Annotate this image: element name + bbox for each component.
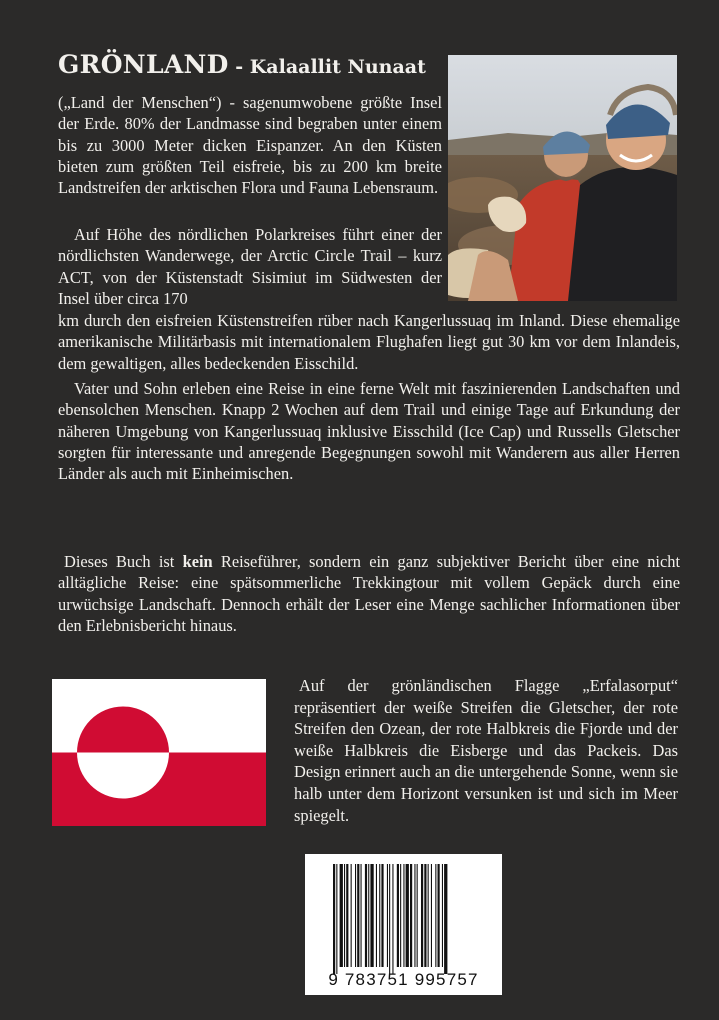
barcode-bar [424,864,426,967]
intro-paragraph: („Land der Menschen“) - sagenumwobene größte Insel der Erde. 80% der Landmasse sind begraben unter einem bis zu 3000 Meter dicken Eispanzer. An den Küsten bieten zum größten Teil eisfreie, bis zu 200 km breite Landstreifen der arktischen Flora und Fauna Lebensraum. [58,93,442,198]
isbn-number: 9 783751 995757 [328,970,479,989]
barcode-bar [333,864,335,974]
barcode-bar [403,864,404,967]
barcode-bar [410,864,412,967]
barcode-bar [379,864,380,967]
disclaimer-paragraph [58,551,680,636]
barcode-bar [387,864,388,967]
barcode-bar [400,864,401,967]
barcode-bar [376,864,377,967]
barcode-bar [435,864,436,967]
barcode-bar [417,864,418,967]
title-subtitle: Kalaallit Nunaat [249,56,426,78]
barcode-bar [368,864,369,967]
book-title [58,50,448,79]
barcode-bar [340,864,343,967]
barcode-bar [414,864,415,967]
barcode-bar [344,864,345,967]
barcode-bar [421,864,423,967]
barcode-bar [381,864,383,967]
disclaimer-before: Dieses Buch ist [64,552,183,571]
barcode-bar [392,864,393,974]
barcode-bar [431,864,432,967]
barcode-bar [406,864,409,967]
barcode-bar [346,864,348,967]
flag-explanation-paragraph: Auf der grönländischen Flagge „Erfalasorput“ repräsentiert der weiße Streifen die Gletscher, der rote Streifen den Ozean, der rote Halbkreis die Fjorde und der weiße Halbkreis die Eisberge und das Packeis. Das Design erinnert auch an die untergehende Sonne, wenn sie halb unter dem Horizont versunken ist und sich im Meer spiegelt. [294,676,678,825]
barcode-bar [438,864,440,967]
barcode-bar [357,864,359,967]
title-separator: - [228,56,250,78]
barcode-bar [336,864,337,974]
title-main: GRÖNLAND [58,50,229,79]
barcode-bar [397,864,399,967]
barcode-bar [389,864,390,974]
trail-paragraph-part2: km durch den eisfreien Küstenstreifen rüber nach Kangerlussuaq im Inland. Diese ehemalige amerikanische Militärbasis mit internationalem Flughafen liegt gut 30 km vor dem Inlandeis, dem gewaltigen, alles bedeckenden Eisschild. [58,311,680,373]
barcode-bar [355,864,356,967]
barcode-bar [442,864,443,967]
barcode-bar [365,864,367,967]
journey-paragraph: Vater und Sohn erleben eine Reise in eine ferne Welt mit faszinierenden Landschaften und ebensolchen Menschen. Knapp 2 Wochen auf dem Trail und einige Tage auf Erkundung der näheren Umgebung von Kangerlussuaq inklusive Eisschild (Ice Cap) und Russells Gletscher sorgten für interessante und anregende Begegnungen sowohl mit Wanderern aus aller Herren Länder als auch mit Einheimischen. [58,379,680,484]
disclaimer-emphasis: kein [182,552,213,571]
isbn-barcode [305,854,502,995]
cover-photo-hikers [448,55,677,301]
barcode-bar [361,864,362,967]
barcode-bar [370,864,373,967]
disclaimer-after: Reiseführer, sondern ein ganz subjektiver Bericht über eine nicht alltägliche Reise: eine spätsommerliche Trekkingtour mit vollem Gepäck durch eine urwüchsige Landschaft. Dennoch erhält der Leser eine Menge sachlicher Informationen über den Erlebnisbericht hinaus. [58,552,681,635]
trail-paragraph-part1: Auf Höhe des nördlichen Polarkreises führt einer der nördlichsten Wanderwege, der Arctic Circle Trail – kurz ACT, von der Küstenstadt Sisimiut im Südwesten der Insel über circa 170 [58,225,442,308]
greenland-flag [52,679,266,826]
barcode-bar [428,864,429,967]
barcode-bar [351,864,352,967]
barcode-bar [444,864,447,974]
